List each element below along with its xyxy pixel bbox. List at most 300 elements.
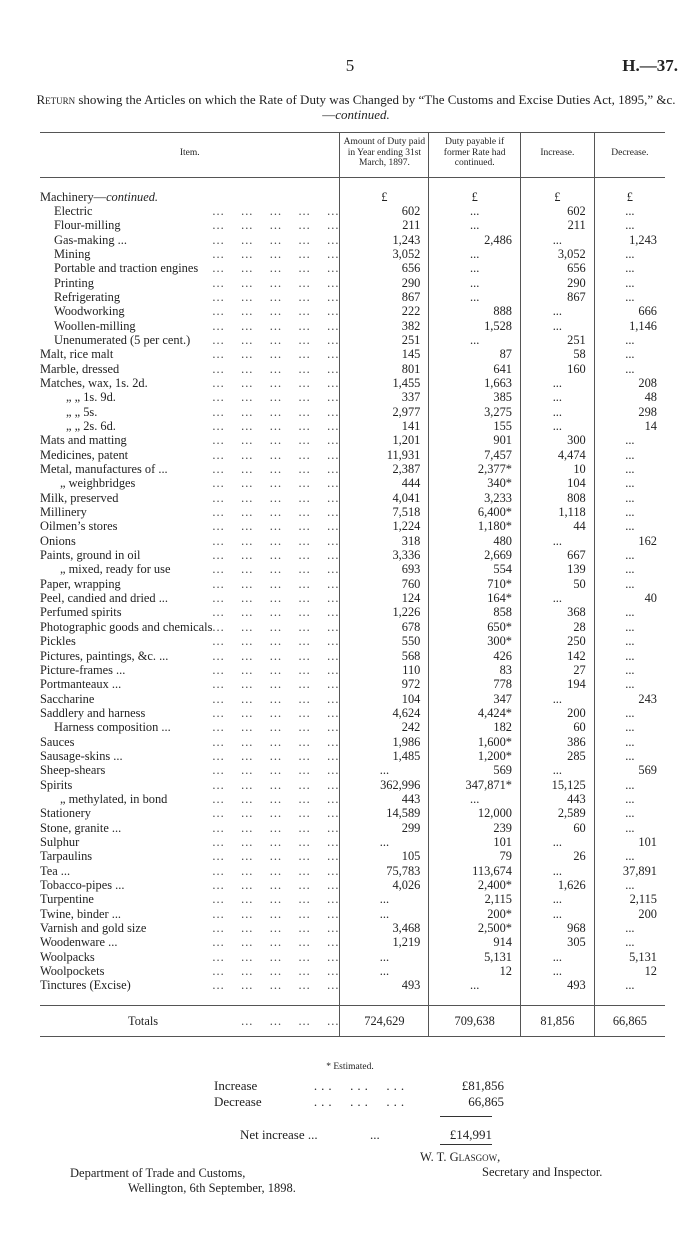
increase-cell: 211: [520, 218, 594, 232]
decrease-cell: ...: [594, 476, 665, 490]
increase-cell: 50: [520, 577, 594, 591]
amount-cell: ...: [340, 763, 429, 777]
increase-cell: 300: [520, 433, 594, 447]
amount-cell: ...: [340, 950, 429, 964]
former-cell: 2,115: [429, 892, 521, 906]
former-cell: 200*: [429, 907, 521, 921]
item-label: Woodworking: [54, 304, 125, 319]
amount-cell: 493: [340, 978, 429, 992]
amount-cell: 678: [340, 620, 429, 634]
table-row: [40, 591, 665, 605]
item-cell: Sauces ... ... ... ... ...: [40, 734, 340, 749]
amount-cell: 693: [340, 562, 429, 576]
item-cell: „ methylated, in bond ... ... ... ... ...: [60, 791, 340, 806]
table-row: [40, 362, 665, 376]
former-cell: 385: [429, 390, 521, 404]
table-body: [40, 177, 665, 1036]
table-row: [40, 233, 665, 247]
item-label: Medicines, patent: [40, 447, 129, 462]
item-cell: Woodworking ... ... ... ... ...: [54, 304, 340, 319]
item-label: Tea ...: [40, 863, 71, 878]
item-cell: Millinery ... ... ... ... ...: [40, 505, 340, 520]
increase-cell: 251: [520, 333, 594, 347]
table-row: [40, 649, 665, 663]
item-cell: Metal, manufactures of ... ... ... ... ... ...: [40, 462, 340, 477]
item-cell: Photographic goods and chemicals ... ... ... ... ...: [40, 619, 340, 634]
increase-cell: ...: [520, 319, 594, 333]
item-label: Photographic goods and chemicals: [40, 619, 213, 634]
item-label: „ mixed, ready for use: [60, 562, 171, 577]
decrease-cell: ...: [594, 806, 665, 820]
former-cell: 480: [429, 534, 521, 548]
increase-cell: 667: [520, 548, 594, 562]
item-label: Tinctures (Excise): [40, 978, 131, 993]
item-cell: Sausage-skins ... ... ... ... ... ...: [40, 748, 340, 763]
summary-increase-value: £81,856: [461, 1078, 504, 1093]
increase-cell: ...: [520, 950, 594, 964]
amount-cell: 1,201: [340, 433, 429, 447]
table-row: [40, 290, 665, 304]
former-cell: 1,528: [429, 319, 521, 333]
decrease-cell: ...: [594, 749, 665, 763]
former-cell: ...: [429, 247, 521, 261]
table-row: [40, 921, 665, 935]
decrease-cell: ...: [594, 720, 665, 734]
table-row: [40, 433, 665, 447]
amount-cell: 568: [340, 649, 429, 663]
former-cell: 2,500*: [429, 921, 521, 935]
amount-cell: ...: [340, 835, 429, 849]
amount-cell: 972: [340, 677, 429, 691]
former-cell: 300*: [429, 634, 521, 648]
former-cell: ...: [429, 276, 521, 290]
former-cell: 710*: [429, 577, 521, 591]
amount-cell: 318: [340, 534, 429, 548]
increase-cell: 290: [520, 276, 594, 290]
increase-cell: 60: [520, 821, 594, 835]
former-cell: 1,200*: [429, 749, 521, 763]
item-cell: Twine, binder ... ... ... ... ... ...: [40, 906, 340, 921]
decrease-cell: ...: [594, 505, 665, 519]
decrease-cell: ...: [594, 519, 665, 533]
former-cell: 2,400*: [429, 878, 521, 892]
former-cell: ...: [429, 261, 521, 275]
item-cell: Woolpacks ... ... ... ... ...: [40, 949, 340, 964]
item-label: Harness composition ...: [54, 720, 171, 735]
item-label: Spirits: [40, 777, 73, 792]
item-label: „ weighbridges: [60, 476, 136, 491]
former-cell: 4,424*: [429, 706, 521, 720]
decrease-cell: 12: [594, 964, 665, 978]
decrease-cell: ...: [594, 735, 665, 749]
caption-lead: Return: [36, 92, 76, 107]
decrease-cell: ...: [594, 290, 665, 304]
former-cell: 6,400*: [429, 505, 521, 519]
table-row: [40, 677, 665, 691]
increase-cell: 160: [520, 362, 594, 376]
table-row: [40, 548, 665, 562]
amount-cell: 801: [340, 362, 429, 376]
decrease-cell: ...: [594, 548, 665, 562]
item-cell: Varnish and gold size ... ... ... ... ...: [40, 921, 340, 936]
item-label: Woodenware ...: [40, 935, 118, 950]
increase-cell: 1,118: [520, 505, 594, 519]
amount-cell: 2,387: [340, 462, 429, 476]
increase-cell: 808: [520, 491, 594, 505]
totals-row: [40, 1005, 665, 1036]
item-label: Picture-frames ...: [40, 662, 126, 677]
decrease-cell: 101: [594, 835, 665, 849]
decrease-cell: ...: [594, 878, 665, 892]
increase-cell: ...: [520, 534, 594, 548]
former-cell: 79: [429, 849, 521, 863]
item-cell: Unenumerated (5 per cent.) ... ... ... ... ...: [54, 332, 340, 347]
increase-cell: 104: [520, 476, 594, 490]
net-increase-row: Net increase ... ... £14,991: [240, 1127, 492, 1142]
caption-continued: continued.: [335, 107, 390, 122]
totals-label-cell: Totals ... ... ... ...: [40, 1005, 340, 1036]
table-row: [40, 190, 665, 204]
item-label: Pickles: [40, 634, 76, 649]
item-cell: Oilmen’s stores ... ... ... ... ...: [40, 519, 340, 534]
item-label: Oilmen’s stores: [40, 519, 118, 534]
header-decrease: Decrease.: [594, 133, 665, 178]
table-row: [40, 476, 665, 490]
amount-cell: 656: [340, 261, 429, 275]
amount-cell: 299: [340, 821, 429, 835]
table-row: [40, 878, 665, 892]
table-row: [40, 806, 665, 820]
item-label: „ „ 5s.: [66, 404, 98, 419]
table-row: [40, 218, 665, 232]
item-cell: Harness composition ... ... ... ... ... ...: [54, 720, 340, 735]
table-row: [40, 462, 665, 476]
item-label: Gas-making ...: [54, 232, 127, 247]
table-row: [40, 849, 665, 863]
header-former: Duty payable if former Rate had continued.: [429, 133, 521, 178]
table-row: [40, 448, 665, 462]
decrease-cell: ...: [594, 577, 665, 591]
amount-cell: 1,986: [340, 735, 429, 749]
table-row: [40, 390, 665, 404]
item-label: Unenumerated (5 per cent.): [54, 332, 191, 347]
former-cell: 2,669: [429, 548, 521, 562]
table-row: [40, 505, 665, 519]
decrease-cell: ...: [594, 448, 665, 462]
item-label: Sheep-shears: [40, 763, 106, 778]
item-cell: Refrigerating ... ... ... ... ...: [54, 289, 340, 304]
increase-cell: 386: [520, 735, 594, 749]
item-cell: Marble, dressed ... ... ... ... ...: [40, 361, 340, 376]
former-cell: 650*: [429, 620, 521, 634]
currency-amount: £: [340, 190, 429, 204]
department-line2: Wellington, 6th September, 1898.: [128, 1181, 296, 1195]
total-decrease: 66,865: [594, 1005, 665, 1036]
decrease-cell: ...: [594, 218, 665, 232]
decrease-cell: 1,146: [594, 319, 665, 333]
decrease-cell: 200: [594, 907, 665, 921]
decrease-cell: ...: [594, 921, 665, 935]
decrease-cell: ...: [594, 792, 665, 806]
decrease-cell: ...: [594, 333, 665, 347]
table-row: [40, 534, 665, 548]
table-row: [40, 735, 665, 749]
item-label: Electric: [54, 203, 93, 218]
item-label: Stone, granite ...: [40, 820, 122, 835]
decrease-cell: 243: [594, 692, 665, 706]
item-cell: Tea ... ... ... ... ... ...: [40, 863, 340, 878]
total-amount: 724,629: [340, 1005, 429, 1036]
item-cell: „ weighbridges ... ... ... ... ...: [60, 476, 340, 491]
table-row: [40, 605, 665, 619]
footnote: * Estimated.: [326, 1062, 374, 1072]
table-row: [40, 749, 665, 763]
item-label: Onions: [40, 533, 76, 548]
item-cell: Paints, ground in oil ... ... ... ... ...: [40, 548, 340, 563]
increase-cell: ...: [520, 419, 594, 433]
former-cell: 569: [429, 763, 521, 777]
table-row: [40, 978, 665, 992]
amount-cell: 1,485: [340, 749, 429, 763]
item-label: Flour-milling: [54, 218, 121, 233]
increase-cell: 3,052: [520, 247, 594, 261]
amount-cell: 867: [340, 290, 429, 304]
table-row: [40, 519, 665, 533]
former-cell: 1,600*: [429, 735, 521, 749]
item-label: Malt, rice malt: [40, 347, 114, 362]
table-row: [40, 419, 665, 433]
decrease-cell: ...: [594, 849, 665, 863]
amount-cell: 290: [340, 276, 429, 290]
amount-cell: 3,052: [340, 247, 429, 261]
decrease-cell: ...: [594, 677, 665, 691]
department-block: [70, 1166, 296, 1196]
amount-cell: ...: [340, 964, 429, 978]
decrease-cell: ...: [594, 347, 665, 361]
decrease-cell: 1,243: [594, 233, 665, 247]
item-cell: Mining ... ... ... ... ...: [54, 246, 340, 261]
amount-cell: 145: [340, 347, 429, 361]
summary-decrease-value: 66,865: [468, 1094, 504, 1109]
increase-cell: 139: [520, 562, 594, 576]
table-caption: [36, 92, 676, 122]
item-cell: Onions ... ... ... ... ...: [40, 533, 340, 548]
item-cell: Flour-milling ... ... ... ... ...: [54, 218, 340, 233]
former-cell: 901: [429, 433, 521, 447]
decrease-cell: ...: [594, 778, 665, 792]
item-label: Portmanteaux ...: [40, 677, 122, 692]
increase-cell: 60: [520, 720, 594, 734]
table-row: [40, 778, 665, 792]
amount-cell: 1,224: [340, 519, 429, 533]
former-cell: ...: [429, 792, 521, 806]
item-label: Mats and matting: [40, 433, 127, 448]
increase-cell: 1,626: [520, 878, 594, 892]
increase-cell: 250: [520, 634, 594, 648]
item-cell: Portable and traction engines ... ... ... ... ...: [54, 261, 340, 276]
item-label: Pictures, paintings, &c. ...: [40, 648, 169, 663]
item-cell: Gas-making ... ... ... ... ... ...: [54, 232, 340, 247]
former-cell: 1,663: [429, 376, 521, 390]
item-label: Paper, wrapping: [40, 576, 121, 591]
item-label: Millinery: [40, 505, 87, 520]
item-label: „ „ 2s. 6d.: [66, 419, 116, 433]
table-row: [40, 706, 665, 720]
decrease-cell: ...: [594, 978, 665, 992]
former-cell: 164*: [429, 591, 521, 605]
table-row: [40, 792, 665, 806]
amount-cell: 251: [340, 333, 429, 347]
decrease-cell: 2,115: [594, 892, 665, 906]
table-row: [40, 577, 665, 591]
item-cell: „ „ 1s. 9d. ... ... ... ... ...: [66, 390, 340, 405]
table-row: [40, 333, 665, 347]
summary-rule: [440, 1116, 492, 1117]
item-cell: Sulphur ... ... ... ... ...: [40, 834, 340, 849]
item-label: Machinery—: [40, 189, 107, 204]
item-label: Paints, ground in oil: [40, 548, 141, 563]
decrease-cell: 666: [594, 304, 665, 318]
amount-cell: ...: [340, 907, 429, 921]
decrease-cell: 48: [594, 390, 665, 404]
increase-cell: 27: [520, 663, 594, 677]
amount-cell: 110: [340, 663, 429, 677]
item-label: „ „ 1s. 9d.: [66, 390, 116, 405]
former-cell: 12,000: [429, 806, 521, 820]
increase-cell: 443: [520, 792, 594, 806]
table-row: [40, 491, 665, 505]
increase-cell: ...: [520, 892, 594, 906]
amount-cell: 1,455: [340, 376, 429, 390]
table-row: [40, 720, 665, 734]
amount-cell: 362,996: [340, 778, 429, 792]
increase-cell: 285: [520, 749, 594, 763]
former-cell: 3,275: [429, 405, 521, 419]
amount-cell: 443: [340, 792, 429, 806]
increase-cell: 2,589: [520, 806, 594, 820]
former-cell: 155: [429, 419, 521, 433]
currency-increase: £: [520, 190, 594, 204]
increase-cell: ...: [520, 964, 594, 978]
amount-cell: 602: [340, 204, 429, 218]
former-cell: ...: [429, 290, 521, 304]
item-cell: Printing ... ... ... ... ...: [54, 275, 340, 290]
former-cell: 7,457: [429, 448, 521, 462]
item-cell: Electric ... ... ... ... ...: [54, 203, 340, 218]
amount-cell: 14,589: [340, 806, 429, 820]
former-cell: 426: [429, 649, 521, 663]
signatory-surname: Glasgow,: [449, 1150, 501, 1164]
amount-cell: 444: [340, 476, 429, 490]
currency-former: £: [429, 190, 521, 204]
increase-cell: ...: [520, 390, 594, 404]
decrease-cell: ...: [594, 821, 665, 835]
decrease-cell: 569: [594, 763, 665, 777]
item-cell: Woodenware ... ... ... ... ... ...: [40, 935, 340, 950]
amount-cell: 3,468: [340, 921, 429, 935]
item-cell: Stationery ... ... ... ... ...: [40, 806, 340, 821]
decrease-cell: ...: [594, 247, 665, 261]
department-line1: Department of Trade and Customs,: [70, 1166, 246, 1180]
amount-cell: 1,219: [340, 935, 429, 949]
former-cell: 1,180*: [429, 519, 521, 533]
former-cell: 2,486: [429, 233, 521, 247]
signatory-title: Secretary and Inspector.: [482, 1165, 603, 1179]
net-increase-label: Net increase ...: [240, 1127, 318, 1142]
item-label: Stationery: [40, 806, 91, 821]
item-cell: Mats and matting ... ... ... ... ...: [40, 433, 340, 448]
amount-cell: 7,518: [340, 505, 429, 519]
amount-cell: 4,041: [340, 491, 429, 505]
item-cell: Picture-frames ... ... ... ... ... ...: [40, 662, 340, 677]
item-cell: Pictures, paintings, &c. ... ... ... ... ... ...: [40, 648, 340, 663]
decrease-cell: ...: [594, 261, 665, 275]
former-cell: 340*: [429, 476, 521, 490]
amount-cell: 104: [340, 692, 429, 706]
item-label: Peel, candied and dried ...: [40, 591, 168, 606]
page-number: 5: [345, 56, 355, 75]
increase-cell: ...: [520, 692, 594, 706]
former-cell: 239: [429, 821, 521, 835]
net-rule: [440, 1144, 492, 1145]
summary-increase-row: Increase ... ... ... £81,856: [214, 1078, 504, 1093]
amount-cell: 550: [340, 634, 429, 648]
item-label: Mining: [54, 246, 91, 261]
former-cell: 12: [429, 964, 521, 978]
table-row: [40, 835, 665, 849]
former-cell: 858: [429, 605, 521, 619]
table-row: [40, 562, 665, 576]
amount-cell: 1,243: [340, 233, 429, 247]
increase-cell: 142: [520, 649, 594, 663]
former-cell: 347: [429, 692, 521, 706]
item-label: Varnish and gold size: [40, 921, 147, 936]
item-cell: Tinctures (Excise) ... ... ... ... ...: [40, 978, 340, 993]
former-cell: 5,131: [429, 950, 521, 964]
table-row: [40, 763, 665, 777]
item-label: Twine, binder ...: [40, 906, 122, 921]
item-cell: Milk, preserved ... ... ... ... ...: [40, 490, 340, 505]
amount-cell: 222: [340, 304, 429, 318]
decrease-cell: ...: [594, 663, 665, 677]
amount-cell: 105: [340, 849, 429, 863]
item-cell: „ „ 2s. 6d. ... ... ... ... ...: [66, 419, 340, 433]
increase-cell: 15,125: [520, 778, 594, 792]
increase-cell: 28: [520, 620, 594, 634]
table-row: [40, 821, 665, 835]
item-label: Refrigerating: [54, 289, 121, 304]
table-row: [40, 907, 665, 921]
item-label: Printing: [54, 275, 94, 290]
increase-cell: ...: [520, 591, 594, 605]
amount-cell: 1,226: [340, 605, 429, 619]
table-row: [40, 964, 665, 978]
decrease-cell: ...: [594, 620, 665, 634]
table-row: [40, 247, 665, 261]
table-row: [40, 319, 665, 333]
item-label: Metal, manufactures of ...: [40, 462, 168, 477]
item-cell: Malt, rice malt ... ... ... ... ...: [40, 347, 340, 362]
former-cell: 347,871*: [429, 778, 521, 792]
increase-cell: 200: [520, 706, 594, 720]
table-row: [40, 634, 665, 648]
former-cell: 641: [429, 362, 521, 376]
decrease-cell: ...: [594, 204, 665, 218]
decrease-cell: ...: [594, 634, 665, 648]
decrease-cell: 208: [594, 376, 665, 390]
item-cell: Medicines, patent ... ... ... ... ...: [40, 447, 340, 462]
item-label: Tobacco-pipes ...: [40, 878, 125, 892]
